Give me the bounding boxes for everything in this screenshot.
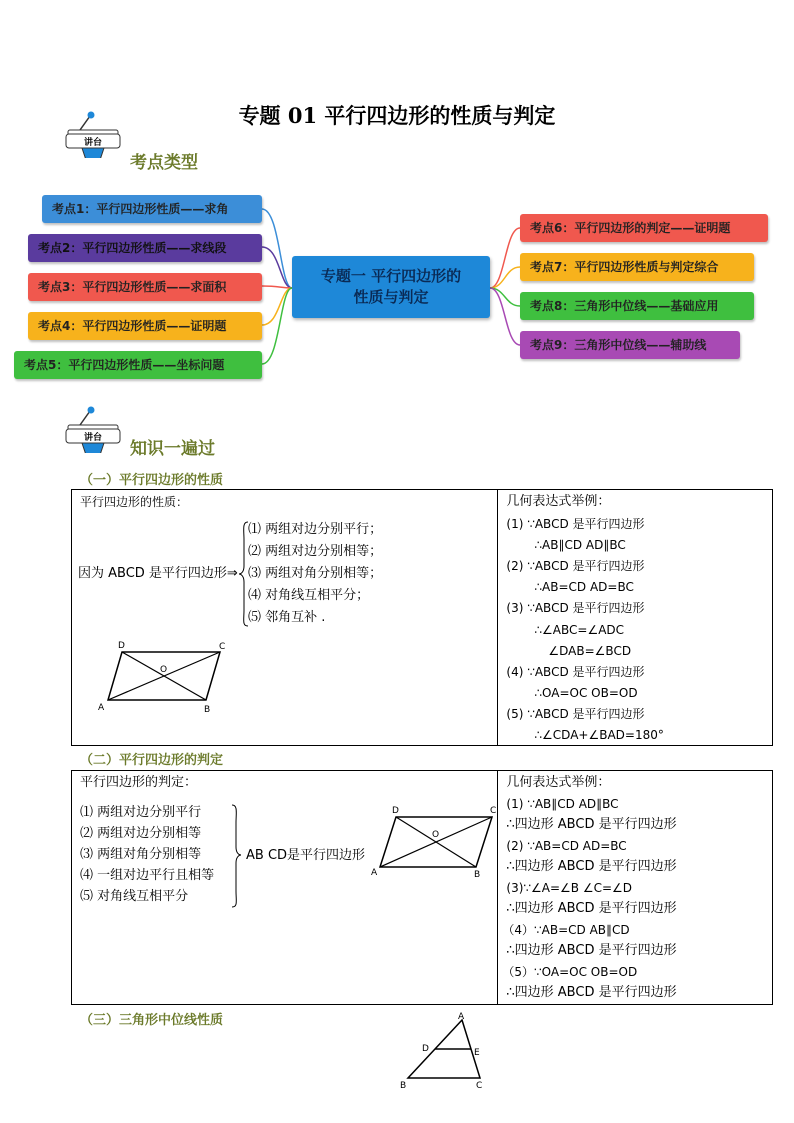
part2-example-4: ∴四边形 ABCD 是平行四边形 — [506, 859, 677, 874]
label-b: B — [400, 1081, 407, 1091]
part2-item-1: ⑴ 两组对边分别平行 — [80, 805, 202, 820]
part1-item-5: ⑸ 邻角互补 . — [248, 610, 326, 625]
part1-item-3: ⑶ 两组对角分别相等； — [248, 566, 383, 581]
part2-heading: （二）平行四边形的判定 — [80, 753, 224, 768]
mindmap-node-8: 考点8：三角形中位线——基础应用 — [520, 292, 754, 320]
part2-item-2: ⑵ 两组对边分别相等 — [80, 826, 202, 841]
mindmap-node-4: 考点4：平行四边形性质——证明题 — [28, 312, 262, 340]
part1-item-2: ⑵ 两组对边分别相等； — [248, 544, 383, 559]
section-title-kaodian: 考点类型 — [130, 153, 198, 173]
part2-item-3: ⑶ 两组对角分别相等 — [80, 847, 202, 862]
part1-example-5: (3) ∵ABCD 是平行四边形 — [506, 601, 645, 615]
parallelogram-figure — [96, 638, 236, 712]
part2-conclusion: AB CD是平行四边形 — [246, 848, 366, 863]
label-a: A — [371, 868, 378, 878]
part2-item-4: ⑷ 一组对边平行且相等 — [80, 868, 215, 883]
mindmap-center-line1: 专题一 平行四边形的 — [320, 267, 462, 285]
part2-example-6: ∴四边形 ABCD 是平行四边形 — [506, 901, 677, 916]
part1-example-8: (4) ∵ABCD 是平行四边形 — [506, 665, 645, 679]
part2-example-1: (1) ∵AB∥CD AD∥BC — [506, 797, 619, 811]
mindmap-center-node — [292, 256, 490, 318]
part1-heading: （一）平行四边形的性质 — [80, 473, 224, 488]
label-c: C — [490, 806, 497, 816]
part1-table — [71, 489, 773, 746]
label-c: C — [476, 1081, 483, 1091]
label-d: D — [118, 641, 125, 651]
part2-example-2: ∴四边形 ABCD 是平行四边形 — [506, 817, 677, 832]
part2-example-7: （4）∵AB=CD AB∥CD — [502, 923, 630, 937]
parallelogram-figure-2 — [366, 803, 500, 883]
mindmap-node-3: 考点3：平行四边形性质——求面积 — [28, 273, 262, 301]
part1-example-3: (2) ∵ABCD 是平行四边形 — [506, 559, 645, 573]
label-b: B — [474, 870, 481, 880]
part2-example-10: ∴四边形 ABCD 是平行四边形 — [506, 985, 677, 1000]
section-title-zhishi: 知识一遍过 — [130, 439, 215, 459]
part1-example-4: ∴AB=CD AD=BC — [534, 580, 634, 594]
part1-example-1: (1) ∵ABCD 是平行四边形 — [506, 517, 645, 531]
part2-right-title: 几何表达式举例： — [506, 775, 611, 790]
label-a: A — [98, 703, 105, 712]
part2-example-3: (2) ∵AB=CD AD=BC — [506, 839, 627, 853]
part1-example-6: ∴∠ABC=∠ADC — [534, 623, 625, 637]
page-title: 专题 01 平行四边形的性质与判定 — [238, 103, 556, 128]
part1-right-title: 几何表达式举例： — [506, 494, 611, 509]
part2-left-title: 平行四边形的判定： — [80, 775, 198, 790]
label-c: C — [219, 642, 226, 652]
label-o: O — [432, 830, 440, 840]
brace-icon — [230, 803, 242, 909]
part2-item-5: ⑸ 对角线互相平分 — [80, 889, 189, 904]
podium-icon — [62, 403, 124, 453]
mindmap-node-1: 考点1：平行四边形性质——求角 — [42, 195, 262, 223]
podium-label: 讲台 — [83, 138, 103, 148]
mindmap-node-9: 考点9：三角形中位线——辅助线 — [520, 331, 740, 359]
part1-premise: 因为 ABCD 是平行四边形⇒ — [78, 566, 238, 581]
part1-example-7: ∠DAB=∠BCD — [548, 644, 632, 658]
part2-example-5: (3)∵∠A=∠B ∠C=∠D — [506, 881, 633, 895]
triangle-midline-figure — [394, 1010, 494, 1092]
part1-item-1: ⑴ 两组对边分别平行； — [248, 522, 383, 537]
label-a: A — [458, 1012, 465, 1022]
part1-item-4: ⑷ 对角线互相平分； — [248, 588, 370, 603]
part2-table — [71, 770, 773, 1005]
mindmap-node-5: 考点5：平行四边形性质——坐标问题 — [14, 351, 262, 379]
label-d: D — [392, 806, 399, 816]
mindmap-node-2: 考点2：平行四边形性质——求线段 — [28, 234, 262, 262]
part1-example-11: ∴∠CDA+∠BAD=180° — [534, 728, 664, 742]
part2-example-8: ∴四边形 ABCD 是平行四边形 — [506, 943, 677, 958]
podium-label: 讲台 — [83, 433, 103, 443]
part2-example-9: （5）∵OA=OC OB=OD — [502, 965, 638, 979]
label-o: O — [160, 665, 168, 675]
part1-example-10: (5) ∵ABCD 是平行四边形 — [506, 707, 645, 721]
part1-left-title: 平行四边形的性质： — [80, 495, 189, 509]
label-b: B — [204, 705, 211, 712]
mindmap-center-line2: 性质与判定 — [353, 288, 429, 306]
mindmap-node-6: 考点6：平行四边形的判定——证明题 — [520, 214, 768, 242]
part3-heading: （三）三角形中位线性质 — [80, 1013, 224, 1028]
part1-example-2: ∴AB∥CD AD∥BC — [534, 538, 626, 552]
label-e: E — [474, 1048, 480, 1058]
mindmap-node-7: 考点7：平行四边形性质与判定综合 — [520, 253, 754, 281]
label-d: D — [422, 1044, 429, 1054]
podium-icon — [62, 108, 124, 158]
part1-example-9: ∴OA=OC OB=OD — [534, 686, 638, 700]
